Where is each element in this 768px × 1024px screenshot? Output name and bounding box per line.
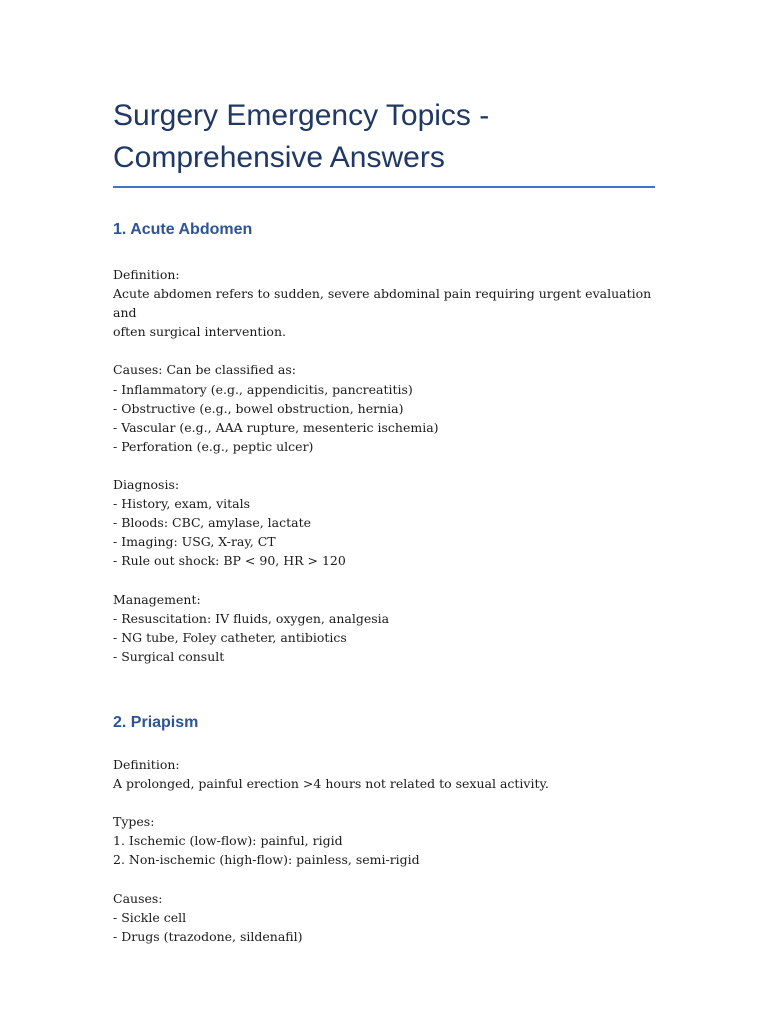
causes-label: Causes: bbox=[113, 890, 163, 906]
list-item: - Rule out shock: BP < 90, HR > 120 bbox=[113, 553, 346, 569]
section-heading-priapism: 2. Priapism bbox=[113, 713, 199, 731]
definition-label: Definition: bbox=[113, 756, 180, 772]
paragraph-spacer bbox=[113, 456, 655, 475]
paragraph-spacer bbox=[113, 571, 655, 590]
management-label: Management: bbox=[113, 591, 201, 607]
section-body-acute-abdomen bbox=[113, 265, 655, 666]
list-item: - Obstructive (e.g., bowel obstruction, hernia) bbox=[113, 400, 404, 416]
section-body-priapism bbox=[113, 755, 655, 946]
list-item: - History, exam, vitals bbox=[113, 496, 251, 512]
section-heading-acute-abdomen: 1. Acute Abdomen bbox=[113, 221, 253, 238]
paragraph-spacer bbox=[113, 870, 655, 889]
diagnosis-label: Diagnosis: bbox=[113, 477, 180, 493]
list-item: - Vascular (e.g., AAA rupture, mesenteric ischemia) bbox=[113, 419, 439, 435]
definition-text: often surgical intervention. bbox=[113, 324, 286, 340]
list-item: 1. Ischemic (low-flow): painful, rigid bbox=[113, 833, 343, 849]
list-item: - Sickle cell bbox=[113, 909, 187, 925]
list-item: - Bloods: CBC, amylase, lactate bbox=[113, 515, 312, 531]
paragraph-spacer bbox=[113, 341, 655, 360]
paragraph-spacer bbox=[113, 793, 655, 812]
list-item: 2. Non-ischemic (high-flow): painless, semi-rigid bbox=[113, 852, 420, 868]
list-item: - Resuscitation: IV fluids, oxygen, analgesia bbox=[113, 610, 390, 626]
document-title-line-1: Surgery Emergency Topics - bbox=[113, 99, 490, 132]
list-item: - Perforation (e.g., peptic ulcer) bbox=[113, 438, 314, 454]
list-item: - Surgical consult bbox=[113, 648, 225, 664]
title-divider bbox=[113, 186, 655, 188]
document-title bbox=[113, 0, 655, 179]
definition-text: A prolonged, painful erection >4 hours not related to sexual activity. bbox=[113, 776, 549, 792]
list-item: - Inflammatory (e.g., appendicitis, pancreatitis) bbox=[113, 381, 413, 397]
list-item: - Imaging: USG, X-ray, CT bbox=[113, 534, 276, 550]
causes-label: Causes: Can be classified as: bbox=[113, 362, 296, 378]
definition-text: Acute abdomen refers to sudden, severe abdominal pain requiring urgent evaluation and bbox=[113, 286, 656, 321]
list-item: - NG tube, Foley catheter, antibiotics bbox=[113, 629, 347, 645]
list-item: - Drugs (trazodone, sildenafil) bbox=[113, 928, 303, 944]
document-page bbox=[113, 0, 655, 946]
definition-label: Definition: bbox=[113, 267, 180, 282]
document-title-line-2: Comprehensive Answers bbox=[113, 141, 445, 174]
types-label: Types: bbox=[113, 814, 155, 830]
